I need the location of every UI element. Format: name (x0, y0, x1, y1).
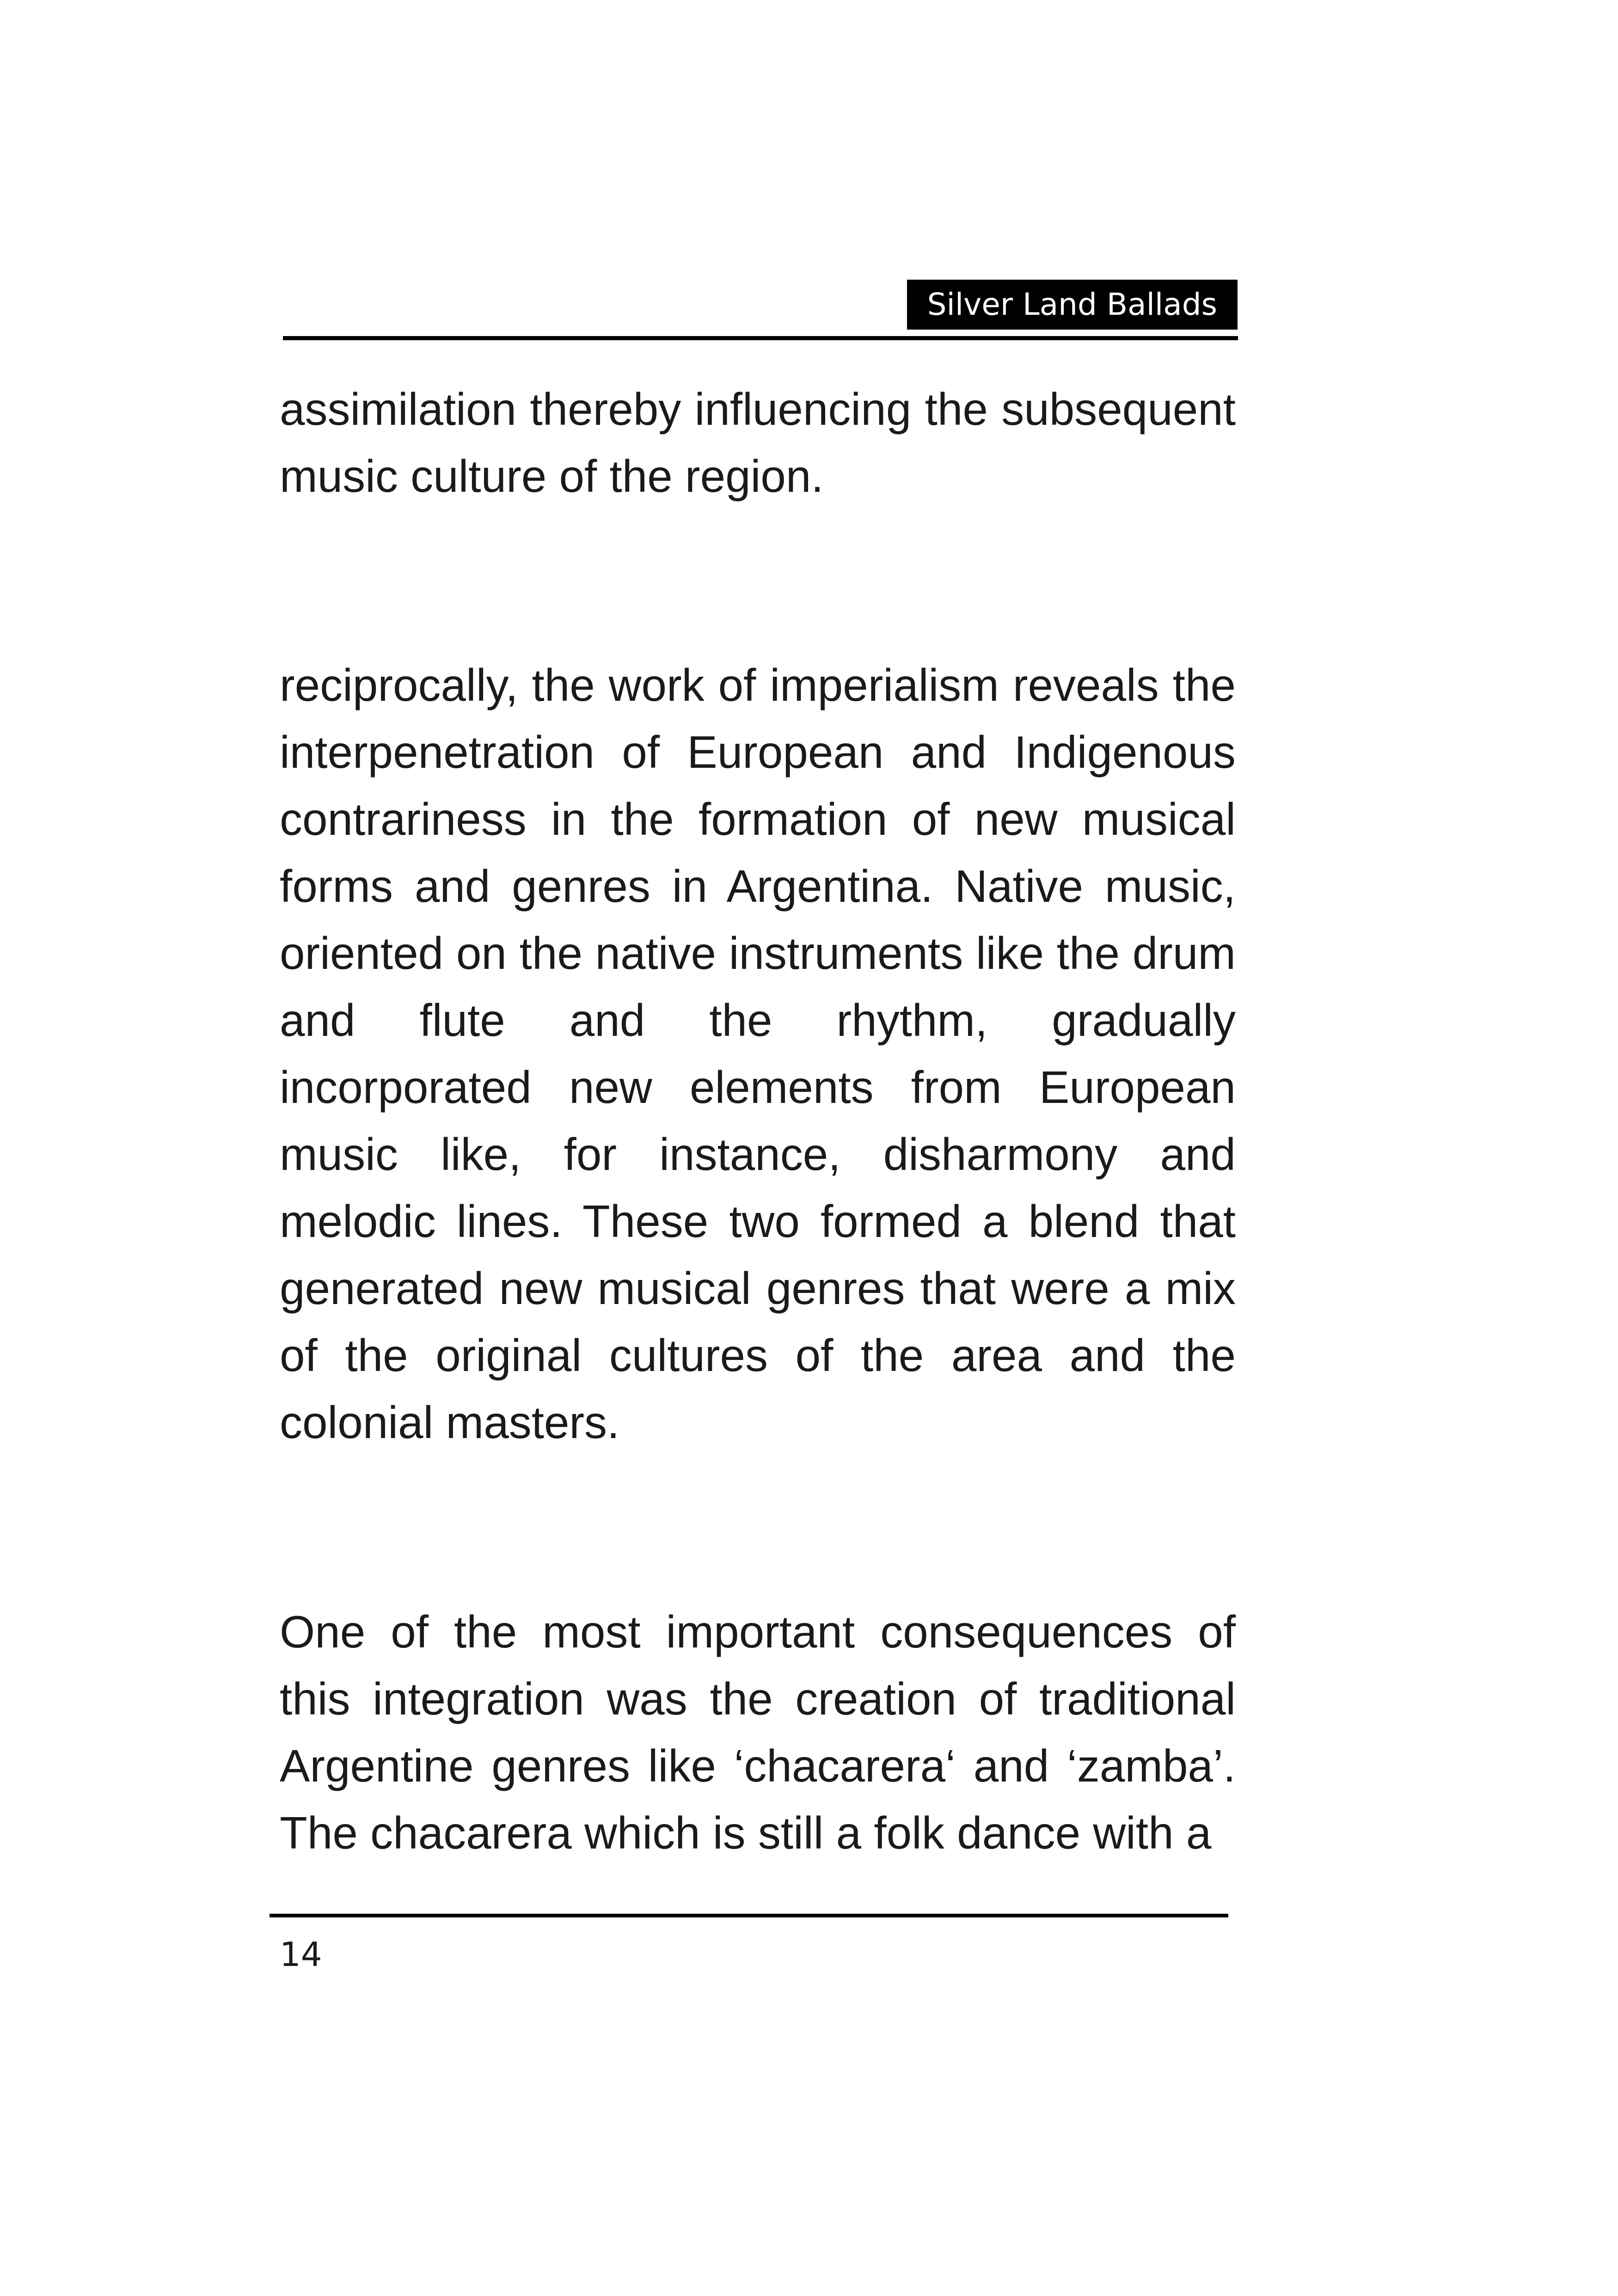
header-rule (283, 336, 1238, 340)
paragraph-3: One of the most important consequences of this integration was the creation of traditional Argentine genres like ‘chacarera‘ and ‘zamba’. The chacarera which is still a folk dance with a (280, 1606, 1236, 1858)
footer-rule (270, 1914, 1228, 1917)
paragraph-2: reciprocally, the work of imperialism reveals the interpenetration of European and Indigenous contrariness in the formation of new musical forms and genres in Argentina. Native music, oriented on the native instruments like the drum and flute and the rhythm, gradually incorporated new elements from European music like, for instance, disharmony and melodic lines. These two formed a blend that generated new musical genres that were a mix of the original cultures of the area and the colonial masters. (280, 660, 1236, 1448)
page-number: 14 (280, 1935, 322, 1974)
running-head: Silver Land Ballads (907, 280, 1238, 330)
paragraph-1: assimilation thereby influencing the subsequent music culture of the region. (280, 384, 1236, 502)
